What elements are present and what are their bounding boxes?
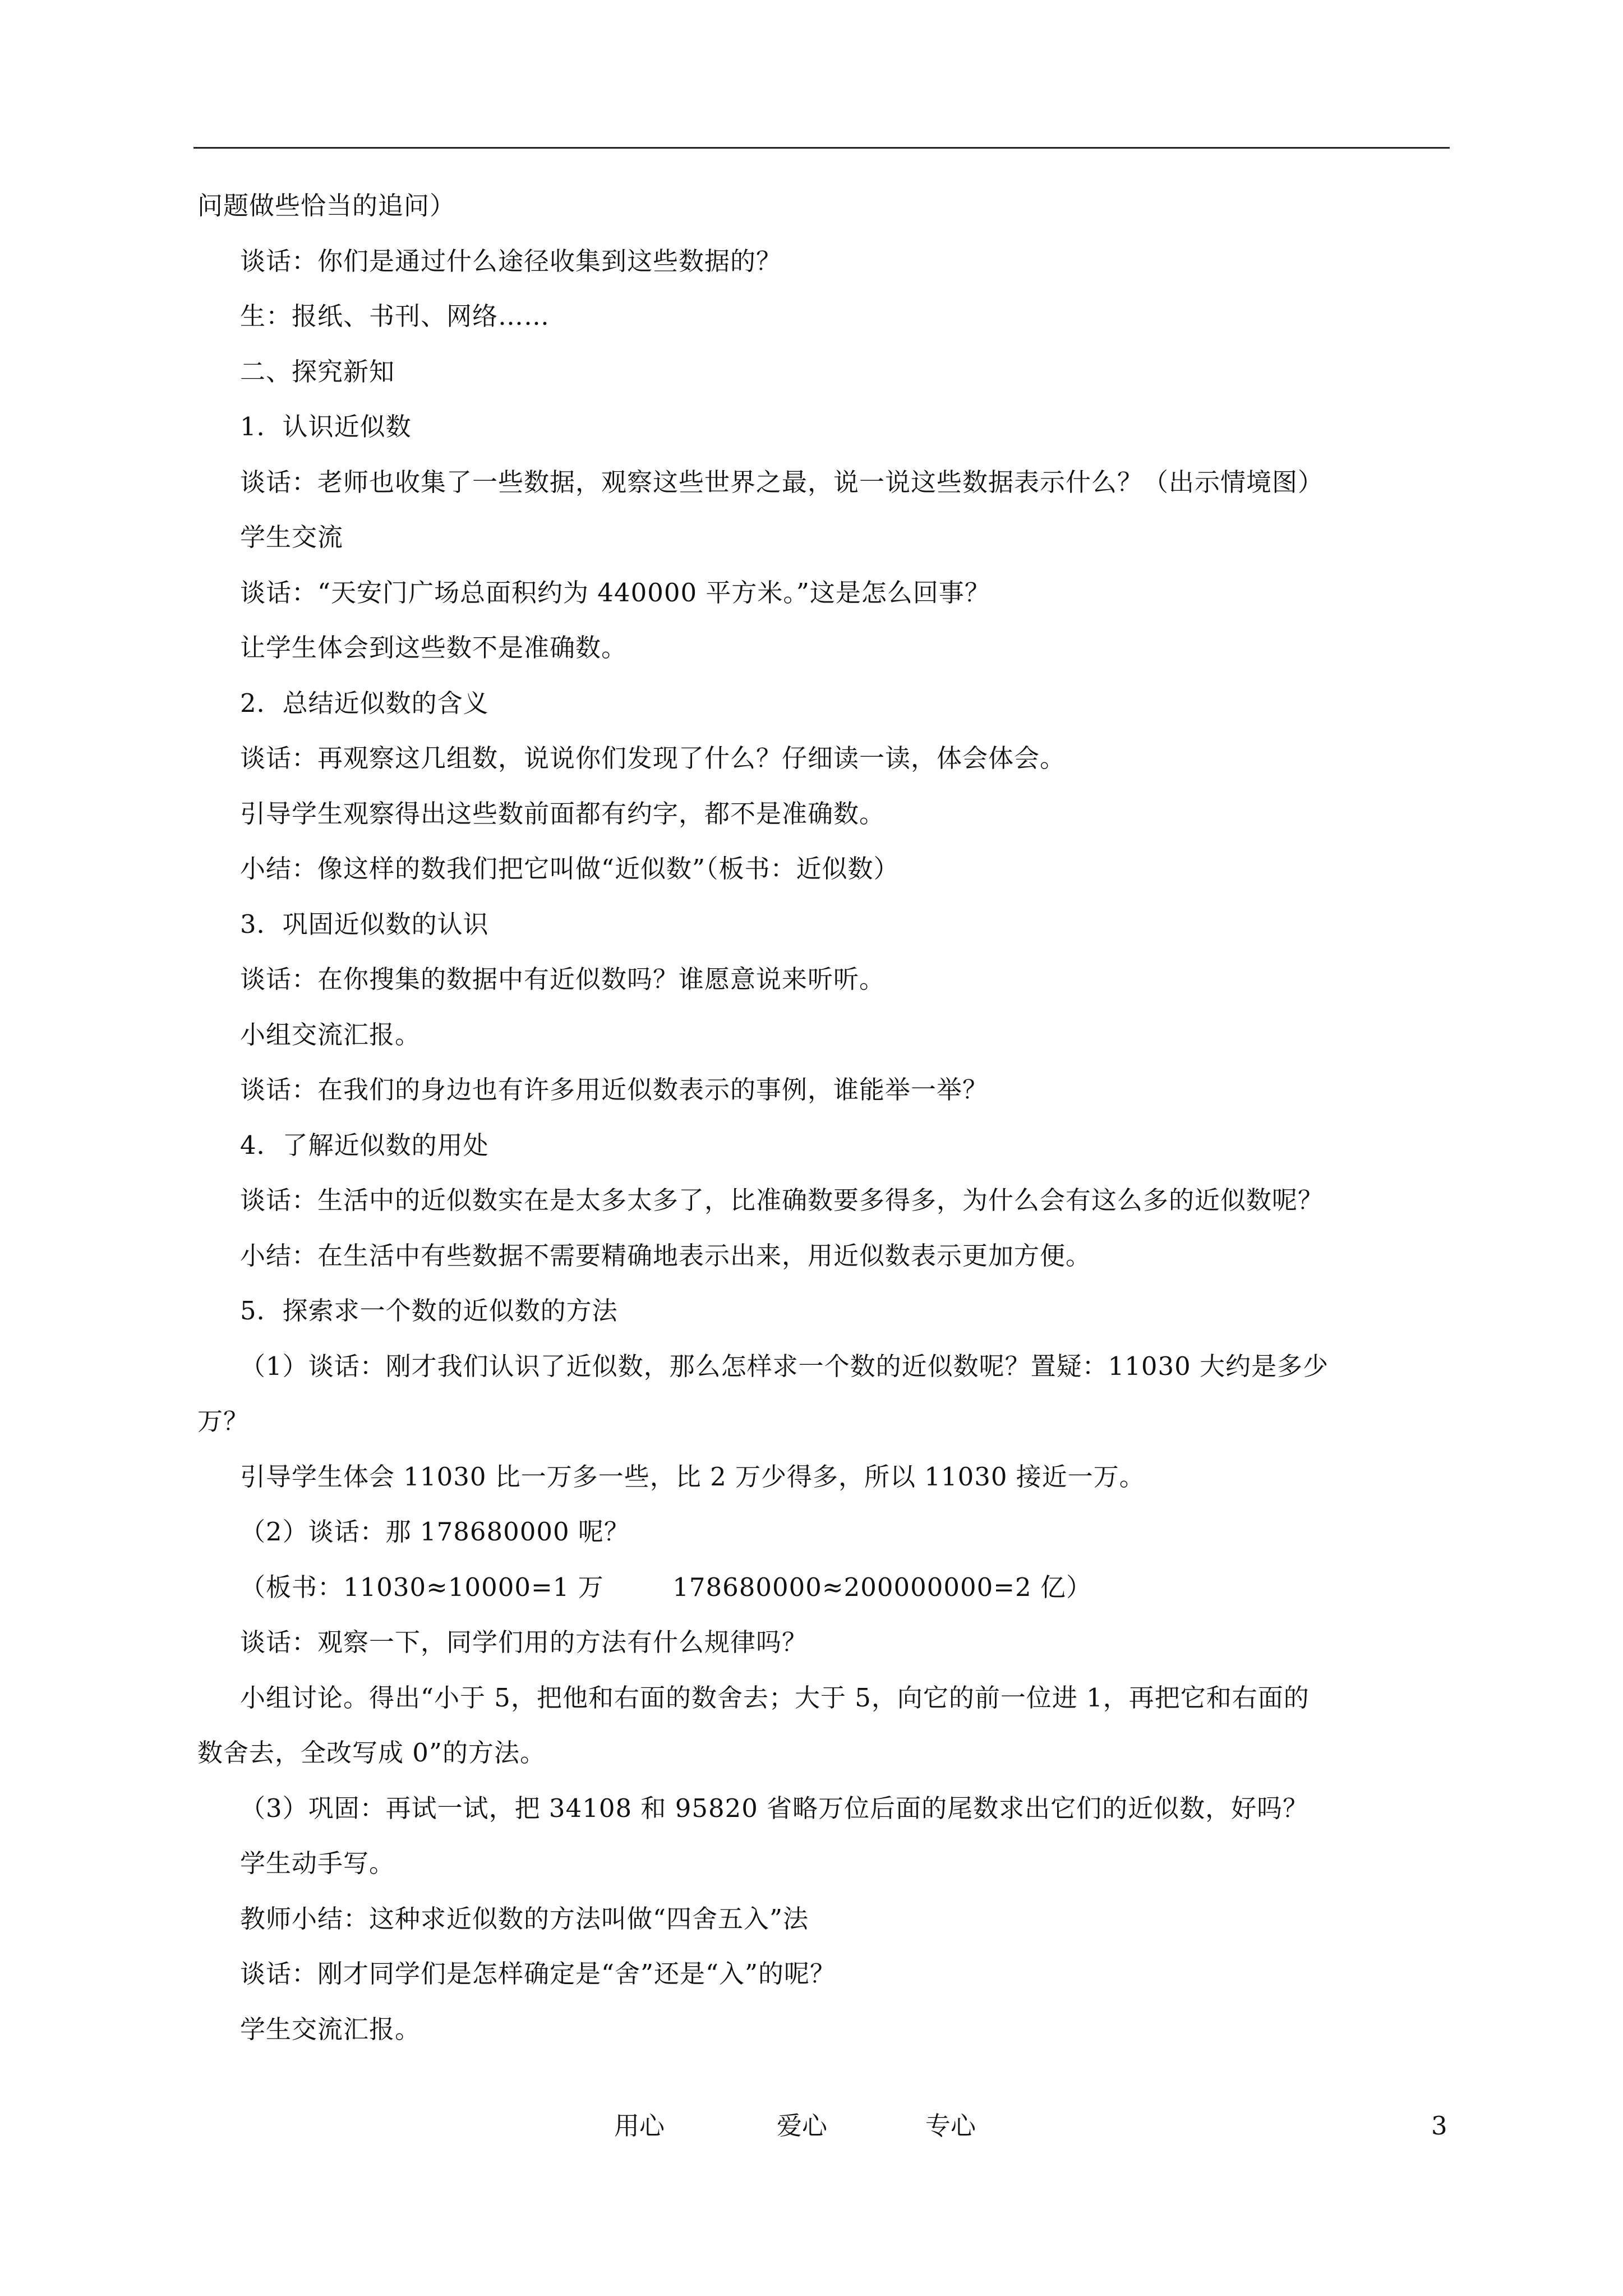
text-line: 3．巩固近似数的认识 xyxy=(240,909,489,939)
text-line: 教师小结：这种求近似数的方法叫做“四舍五入”法 xyxy=(240,1903,809,1934)
text-line: 学生交流汇报。 xyxy=(240,2014,421,2044)
footer-word-yongxin: 用心 xyxy=(614,2111,665,2141)
footer-word-aixin: 爱心 xyxy=(777,2111,828,2141)
footer-word-zhuanxin: 专心 xyxy=(925,2111,976,2141)
header-rule xyxy=(193,147,1450,149)
text-line: 谈话：老师也收集了一些数据，观察这些世界之最，说一说这些数据表示什么？（出示情境图） xyxy=(240,467,1324,497)
text-line: （3）巩固：再试一试，把 34108 和 95820 省略万位后面的尾数求出它们的近似数，好吗？ xyxy=(240,1793,1309,1823)
text-line: 谈话：刚才同学们是怎样确定是“舍”还是“入”的呢？ xyxy=(240,1959,836,1989)
text-line: 谈话：在我们的身边也有许多用近似数表示的事例，谁能举一举？ xyxy=(240,1075,989,1105)
text-line: 学生动手写。 xyxy=(240,1848,395,1878)
text-line: 小组讨论。得出“小于 5，把他和右面的数舍去；大于 5，向它的前一位进 1，再把它和右面的 xyxy=(240,1682,1310,1713)
text-line: 引导学生观察得出这些数前面都有约字，都不是准确数。 xyxy=(240,798,886,829)
text-line: 数舍去，全改写成 0”的方法。 xyxy=(197,1738,546,1768)
text-line: 学生交流 xyxy=(240,522,344,552)
text-line: 引导学生体会 11030 比一万多一些，比 2 万少得多，所以 11030 接近一万。 xyxy=(240,1461,1145,1492)
text-line: 谈话：再观察这几组数，说说你们发现了什么？仔细读一读，体会体会。 xyxy=(240,743,1066,773)
text-line: 4．了解近似数的用处 xyxy=(240,1130,489,1160)
text-line: 小结：在生活中有些数据不需要精确地表示出来，用近似数表示更加方便。 xyxy=(240,1240,1092,1271)
text-line: （板书：11030≈10000=1 万 178680000≈200000000=2 亿） xyxy=(240,1572,1092,1602)
text-line: （1）谈话：刚才我们认识了近似数，那么怎样求一个数的近似数呢？置疑：11030 大约是多少 xyxy=(240,1351,1329,1381)
text-line: 问题做些恰当的追问） xyxy=(197,191,456,220)
text-line: 1．认识近似数 xyxy=(240,412,412,441)
text-line: 5．探索求一个数的近似数的方法 xyxy=(240,1296,618,1326)
text-line: （2）谈话：那 178680000 呢？ xyxy=(240,1517,630,1547)
text-line: 小结：像这样的数我们把它叫做“近似数”（板书：近似数） xyxy=(240,854,900,884)
document-body xyxy=(197,178,1450,2057)
text-line: 让学生体会到这些数不是准确数。 xyxy=(240,633,628,662)
text-line: 谈话：生活中的近似数实在是太多太多了，比准确数要多得多，为什么会有这么多的近似数呢？ xyxy=(240,1185,1324,1215)
text-line: 生：报纸、书刊、网络…… xyxy=(240,301,550,331)
text-line: 万？ xyxy=(197,1406,250,1436)
text-line: 2．总结近似数的含义 xyxy=(240,688,489,718)
text-line: 谈话：“天安门广场总面积约为 440000 平方米。”这是怎么回事？ xyxy=(240,577,990,608)
text-line: 小组交流汇报。 xyxy=(240,1019,421,1050)
text-line: 谈话：在你搜集的数据中有近似数吗？谁愿意说来听听。 xyxy=(240,964,886,994)
text-line: 谈话：观察一下，同学们用的方法有什么规律吗？ xyxy=(240,1627,808,1657)
text-line: 二、探究新知 xyxy=(240,356,395,386)
text-line: 谈话：你们是通过什么途径收集到这些数据的？ xyxy=(240,246,782,276)
page-number: 3 xyxy=(1431,2111,1447,2141)
